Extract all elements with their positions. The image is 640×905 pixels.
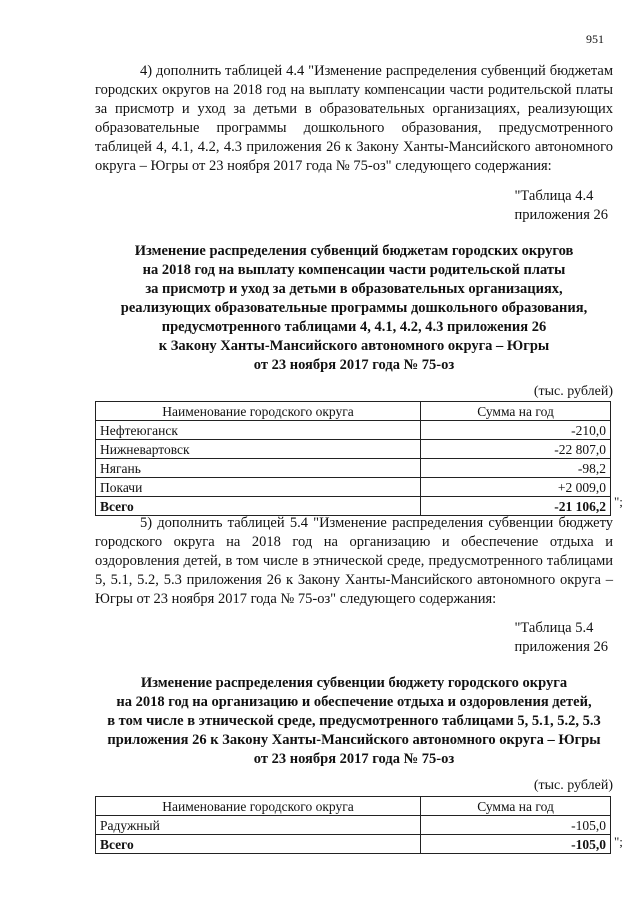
item-4-unit: (тыс. рублей) xyxy=(533,384,613,399)
item-4-annex-ref xyxy=(515,187,608,225)
item-5-annex-ref xyxy=(515,619,608,657)
district-name: Нефтеюганск xyxy=(96,421,421,440)
item-4-table xyxy=(95,401,611,516)
district-name: Радужный xyxy=(96,816,421,835)
item-5-paragraph xyxy=(95,514,613,609)
table-row xyxy=(96,478,611,497)
district-name: Нижневартовск xyxy=(96,440,421,459)
table-header-row xyxy=(96,797,611,816)
column-header-sum: Сумма на год xyxy=(421,797,611,816)
heading-line: за присмотр и уход за детьми в образовательных организациях, xyxy=(145,281,563,297)
item-4-paragraph xyxy=(95,62,613,176)
table-row xyxy=(96,816,611,835)
column-header-name: Наименование городского округа xyxy=(96,797,421,816)
table-row xyxy=(96,459,611,478)
total-value: -21 106,2 xyxy=(421,497,611,516)
table-total-row xyxy=(96,497,611,516)
heading-line: от 23 ноября 2017 года № 75-оз xyxy=(253,751,455,767)
item-5-table xyxy=(95,796,611,854)
item-5-heading xyxy=(95,674,613,769)
item-4-table-label: "Таблица 4.4 xyxy=(514,188,594,204)
item-4-text: 4) дополнить таблицей 4.4 "Изменение распределения субвенций бюджетам городских округов на 2018 год на выплату компенсации части родительской платы за присмотр и уход за детьми в образовательных организациях, реализующих образовательные программы дошкольного образования, предусмотренного таблицей 4, 4.1, 4.2, 4.3 приложения 26 к Закону Ханты-Мансийского автономного округа – Югры от 23 ноября 2017 года № 75-оз" следующего содержания: xyxy=(95,63,613,174)
district-value: -210,0 xyxy=(421,421,611,440)
total-label: Всего xyxy=(96,835,421,854)
heading-line: в том числе в этнической среде, предусмотренного таблицами 5, 5.1, 5.2, 5.3 xyxy=(107,713,601,729)
item-5-text: 5) дополнить таблицей 5.4 "Изменение распределения субвенции бюджету городского округа на 2018 год на организацию и обеспечение отдыха и оздоровления детей, в том числе в этнической среде, предусмотренного таблицами 5, 5.1, 5.2, 5.3 приложения 26 к Закону Ханты-Мансийского автономного округа – Югры от 23 ноября 2017 года № 75-оз" следующего содержания: xyxy=(95,515,613,607)
item-5-annex-label: приложения 26 xyxy=(514,639,608,655)
heading-line: предусмотренного таблицами 4, 4.1, 4.2, 4.3 приложения 26 xyxy=(161,319,547,335)
heading-line: реализующих образовательные программы дошкольного образования, xyxy=(120,300,588,316)
column-header-sum: Сумма на год xyxy=(421,402,611,421)
heading-line: к Закону Ханты-Мансийского автономного округа – Югры xyxy=(158,338,550,354)
district-value: -22 807,0 xyxy=(421,440,611,459)
heading-line: на 2018 год на выплату компенсации части родительской платы xyxy=(142,262,566,278)
page-number: 951 xyxy=(586,32,604,46)
heading-line: приложения 26 к Закону Ханты-Мансийского автономного округа – Югры xyxy=(107,732,601,748)
total-label: Всего xyxy=(96,497,421,516)
heading-line: Изменение распределения субвенции бюджету городского округа xyxy=(140,675,568,691)
item-4-heading xyxy=(95,242,613,375)
district-value: +2 009,0 xyxy=(421,478,611,497)
table-header-row xyxy=(96,402,611,421)
district-value: -98,2 xyxy=(421,459,611,478)
table-total-row xyxy=(96,835,611,854)
total-value: -105,0 xyxy=(421,835,611,854)
table-row xyxy=(96,421,611,440)
table-row xyxy=(96,440,611,459)
district-name: Покачи xyxy=(96,478,421,497)
district-name: Нягань xyxy=(96,459,421,478)
heading-line: от 23 ноября 2017 года № 75-оз xyxy=(253,357,455,373)
item-5-closing-quote: "; xyxy=(614,834,623,849)
item-4-annex-label: приложения 26 xyxy=(514,207,608,223)
item-5-unit: (тыс. рублей) xyxy=(533,778,613,793)
district-value: -105,0 xyxy=(421,816,611,835)
heading-line: на 2018 год на организацию и обеспечение отдыха и оздоровления детей, xyxy=(116,694,592,710)
column-header-name: Наименование городского округа xyxy=(96,402,421,421)
item-5-table-label: "Таблица 5.4 xyxy=(514,620,594,636)
item-4-closing-quote: "; xyxy=(614,494,623,509)
heading-line: Изменение распределения субвенций бюджетам городских округов xyxy=(134,243,574,259)
